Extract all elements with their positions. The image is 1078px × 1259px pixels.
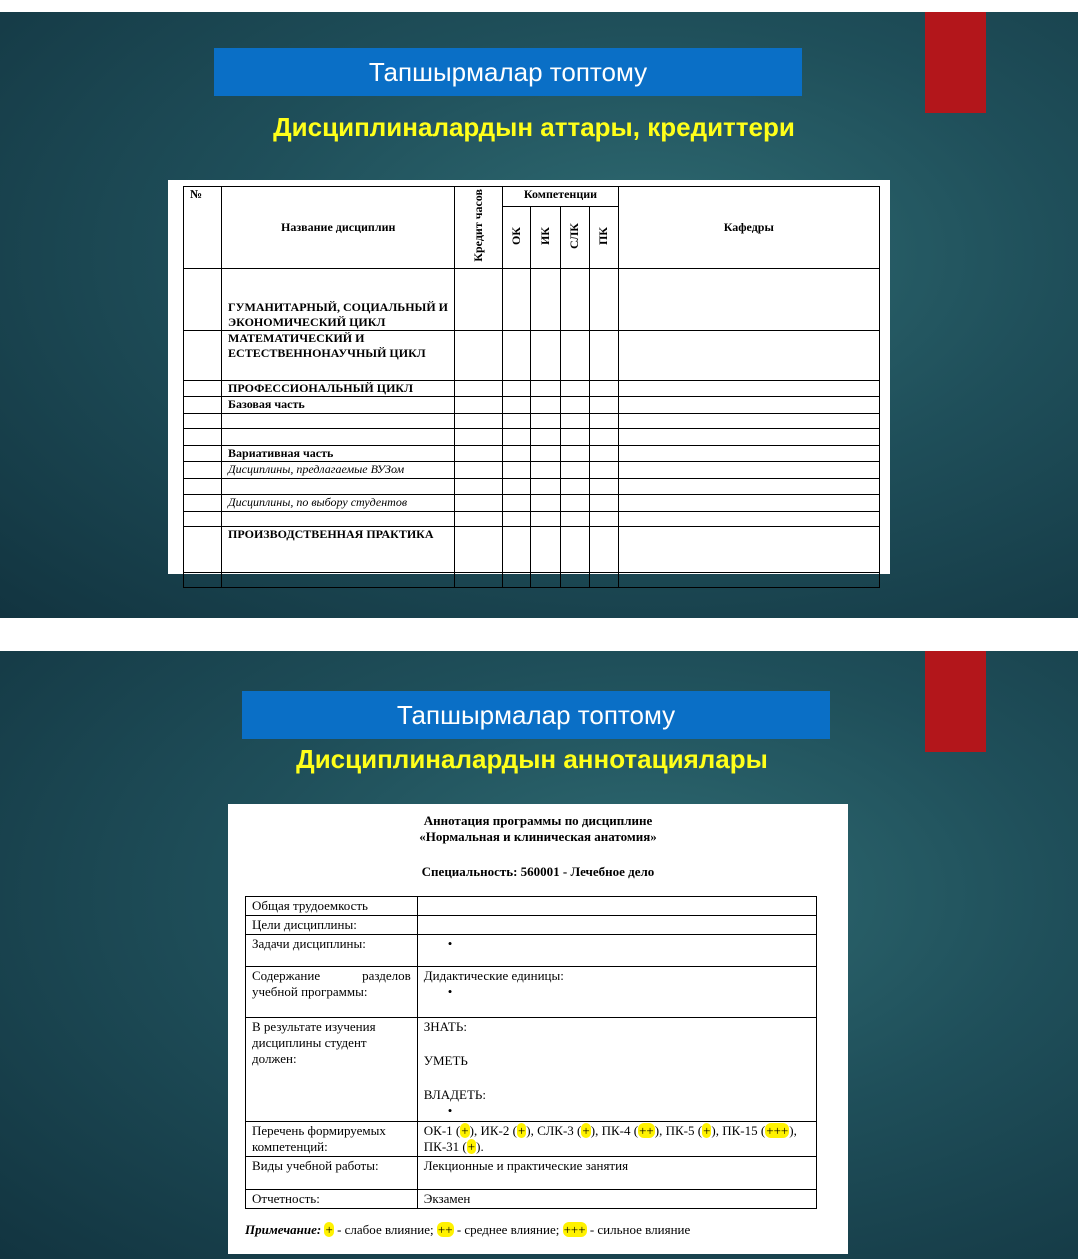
header-ok: ОК [509,226,524,245]
note: Примечание: + - слабое влияние; ++ - среднее влияние; +++ - сильное влияние [245,1222,691,1237]
label-competencies: Перечень формируемых компетенций: [246,1122,418,1157]
specialty: Специальность: 560001 - Лечебное дело [421,864,655,879]
slide-subtitle: Дисциплиналардын аттары, кредиттери [273,112,795,142]
disciplines-table-doc [168,180,890,574]
note-label: Примечание: [245,1222,322,1237]
bullet: • [447,936,453,951]
table-row [184,478,880,494]
header-credit: Кредит часов [471,189,486,262]
header-competencies: Компетенции [503,187,618,207]
table-row [246,1122,817,1157]
table-row [184,268,880,330]
table-row [184,461,880,478]
table-row [184,526,880,572]
slide-subtitle: Дисциплиналардын аннотациялары [296,744,768,774]
row-practice: ПРОИЗВОДСТВЕННАЯ ПРАКТИКА [222,526,455,572]
didactic-units: Дидактические единицы: [423,968,564,983]
header-ok-cell [503,207,531,268]
header-slk: СЛК [567,222,582,249]
row-student-choice: Дисциплины, по выбору студентов [222,494,455,511]
header-departments: Кафедры [618,187,879,269]
table-row [184,380,880,396]
slide-banner: Тапшырмалар топтому [214,48,802,96]
header-name: Название дисциплин [222,187,455,269]
table-row [246,935,817,967]
competencies-list: ОК-1 (+), ИК-2 (+), СЛК-3 (+), ПК-4 (++), ПК-5 (+), ПК-15 (+++), ПК-31 (+). [417,1122,816,1157]
table-row [246,1018,817,1122]
master-label: ВЛАДЕТЬ: [423,1087,486,1102]
table-row [246,1157,817,1190]
label-goals: Цели дисциплины: [246,916,418,935]
header-pk: ПК [596,226,611,245]
label-reporting: Отчетность: [246,1190,418,1209]
header-credit-cell [455,187,503,269]
header-ik: ИК [537,226,552,245]
table-row [184,330,880,380]
work-types-value: Лекционные и практические занятия [417,1157,816,1190]
table-row [246,897,817,916]
header-num: № [184,187,222,269]
annotation-title-2: «Нормальная и клиническая анатомия» [419,829,657,844]
row-humanitarian: ГУМАНИТАРНЫЙ, СОЦИАЛЬНЫЙ И ЭКОНОМИЧЕСКИЙ ЦИКЛ [222,268,455,330]
table-row [184,396,880,413]
bullet: • [447,984,453,999]
header-ik-cell [531,207,560,268]
table-row [184,572,880,587]
label-tasks: Задачи дисциплины: [246,935,418,967]
slide-annotations [0,651,1078,1259]
row-variative: Вариативная часть [222,445,455,461]
red-accent-bar [925,12,986,113]
annotation-table [245,896,817,1209]
slide-banner: Тапшырмалар топтому [242,691,830,739]
slide-disciplines [0,12,1078,618]
can-label: УМЕТЬ [423,1053,468,1068]
table-row [184,511,880,526]
table-row [246,1190,817,1209]
table-row [246,967,817,1018]
row-professional: ПРОФЕССИОНАЛЬНЫЙ ЦИКЛ [222,380,455,396]
reporting-value: Экзамен [417,1190,816,1209]
table-row [184,494,880,511]
disciplines-table [183,186,880,588]
bullet: • [447,1103,453,1118]
header-slk-cell [560,207,589,268]
label-workload: Общая трудоемкость [246,897,418,916]
row-base: Базовая часть [222,396,455,413]
know-label: ЗНАТЬ: [423,1019,467,1034]
table-row [184,428,880,445]
label-work-types: Виды учебной работы: [246,1157,418,1190]
row-math: МАТЕМАТИЧЕСКИЙ И ЕСТЕСТВЕННОНАУЧНЫЙ ЦИКЛ [222,330,455,380]
red-accent-bar [925,651,986,752]
annotation-title-1: Аннотация программы по дисциплине [423,813,653,828]
table-row [184,445,880,461]
row-vuz: Дисциплины, предлагаемые ВУЗом [222,461,455,478]
header-pk-cell [589,207,618,268]
table-row [246,916,817,935]
label-results: В результате изучения дисциплины студент должен: [246,1018,418,1122]
label-content: Содержание разделов учебной программы: [246,967,418,1018]
annotation-doc [228,804,848,1254]
table-row [184,413,880,428]
